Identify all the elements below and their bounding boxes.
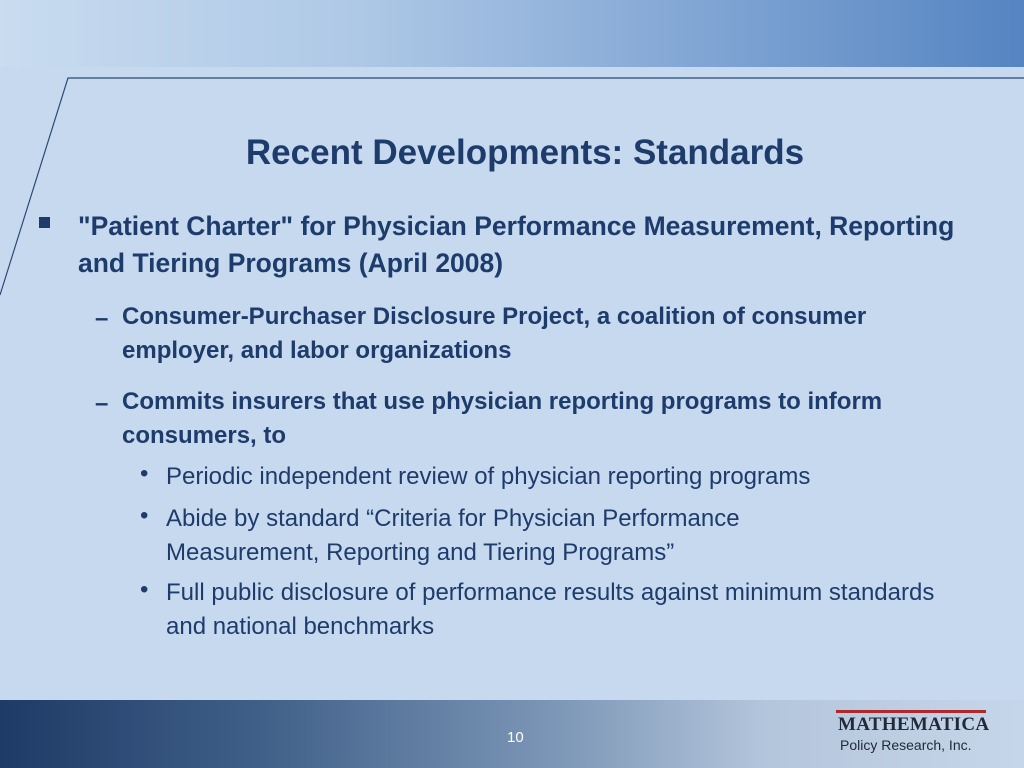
bullet-level3: Full public disclosure of performance results against minimum standards and national benchmarks <box>166 579 935 640</box>
mathematica-logo <box>836 708 988 756</box>
slide-title: Recent Developments: Standards <box>245 133 805 172</box>
page-number: 10 <box>507 729 524 746</box>
logo-wordmark: MATHEMATICA <box>838 714 990 735</box>
dot-bullet-icon: • <box>140 502 149 529</box>
bullet-level2: Commits insurers that use physician reporting programs to inform consumers, to <box>122 388 883 449</box>
dot-bullet-icon: • <box>140 576 149 603</box>
dot-bullet-icon: • <box>140 460 149 487</box>
dash-bullet-icon: – <box>95 305 109 332</box>
bullet-level3: Abide by standard “Criteria for Physician Performance Measurement, Reporting and Tiering Programs” <box>166 505 740 566</box>
logo-subtitle: Policy Research, Inc. <box>840 737 972 753</box>
bullet-level3: Periodic independent review of physician reporting programs <box>166 463 811 490</box>
bullet-level1: "Patient Charter" for Physician Performance Measurement, Reporting and Tiering Programs (April 2008) <box>78 211 955 278</box>
bullet-level2: Consumer-Purchaser Disclosure Project, a coalition of consumer employer, and labor organizations <box>122 303 867 364</box>
logo-rule <box>836 710 986 713</box>
dash-bullet-icon: – <box>95 390 109 417</box>
square-bullet-icon <box>39 217 50 228</box>
